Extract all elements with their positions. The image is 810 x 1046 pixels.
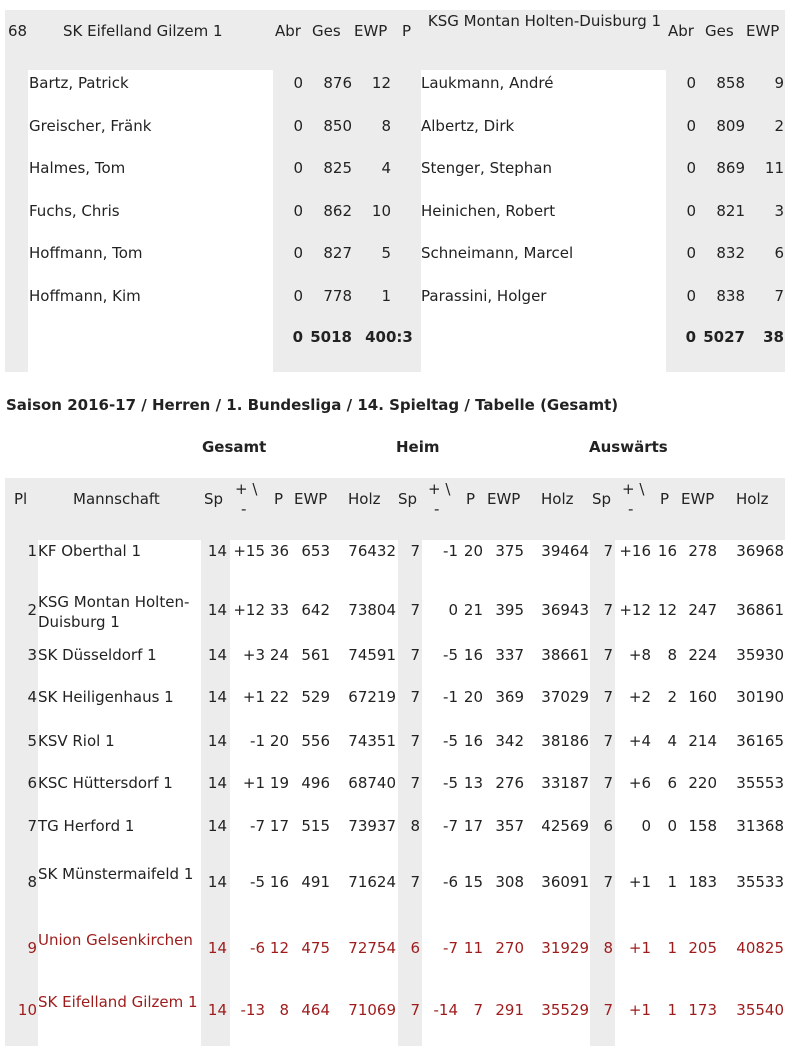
row-auswaerts-plusminus: +8 bbox=[628, 646, 651, 664]
row-gesamt-p: 24 bbox=[269, 646, 289, 664]
row-gesamt-sp: 14 bbox=[207, 817, 227, 835]
row-heim-plusminus: -6 bbox=[443, 873, 458, 891]
row-heim-holz: 37029 bbox=[541, 688, 589, 706]
home-player-abr: 0 bbox=[293, 201, 303, 220]
row-heim-plusminus: -7 bbox=[443, 817, 458, 835]
row-gesamt-ewp: 556 bbox=[301, 732, 330, 750]
row-heim-holz: 36943 bbox=[541, 601, 589, 619]
row-auswaerts-ewp: 183 bbox=[688, 873, 717, 891]
row-auswaerts-ewp: 173 bbox=[688, 1001, 717, 1019]
home-player-ewp: 8 bbox=[381, 116, 391, 135]
home-player-name: Hoffmann, Kim bbox=[29, 287, 141, 305]
row-auswaerts-holz: 35930 bbox=[736, 646, 784, 664]
row-gesamt-sp: 14 bbox=[207, 873, 227, 891]
row-auswaerts-p: 8 bbox=[667, 646, 677, 664]
row-gesamt-ewp: 515 bbox=[301, 817, 330, 835]
row-gesamt-holz: 73937 bbox=[348, 817, 396, 835]
row-heim-plusminus: 0 bbox=[448, 601, 458, 619]
home-team-name: SK Eifelland Gilzem 1 bbox=[63, 22, 223, 40]
header-plusminus-bottom-auswaerts: - bbox=[628, 500, 634, 518]
row-auswaerts-plusminus: +12 bbox=[619, 601, 651, 619]
header-sp-gesamt: Sp bbox=[204, 490, 224, 508]
row-heim-p: 21 bbox=[463, 601, 483, 619]
row-heim-sp: 7 bbox=[410, 601, 420, 619]
row-gesamt-sp: 14 bbox=[207, 601, 227, 619]
header-sp-auswaerts: Sp bbox=[592, 490, 612, 508]
home-player-abr: 0 bbox=[293, 116, 303, 135]
row-auswaerts-p: 1 bbox=[667, 1001, 677, 1019]
row-place: 9 bbox=[27, 939, 37, 957]
row-heim-p: 16 bbox=[463, 646, 483, 664]
row-heim-sp: 7 bbox=[410, 732, 420, 750]
row-heim-ewp: 375 bbox=[495, 542, 524, 560]
away-total-ewp: 38 bbox=[763, 328, 784, 346]
away-team-name: KSG Montan Holten-Duisburg 1 bbox=[427, 12, 662, 30]
home-player-ges: 825 bbox=[323, 159, 352, 178]
row-place: 8 bbox=[27, 873, 37, 891]
row-heim-holz: 42569 bbox=[541, 817, 589, 835]
row-gesamt-plusminus: +1 bbox=[242, 774, 265, 792]
away-player-ges: 869 bbox=[716, 159, 745, 178]
row-auswaerts-sp: 7 bbox=[603, 873, 613, 891]
row-heim-holz: 31929 bbox=[541, 939, 589, 957]
row-gesamt-plusminus: -6 bbox=[250, 939, 265, 957]
row-auswaerts-sp: 7 bbox=[603, 542, 613, 560]
row-auswaerts-holz: 35533 bbox=[736, 873, 784, 891]
home-player-name: Greischer, Fränk bbox=[29, 116, 152, 135]
header-ges-home: Ges bbox=[312, 22, 341, 40]
home-player-abr: 0 bbox=[293, 244, 303, 263]
away-player-ges: 809 bbox=[716, 116, 745, 135]
row-auswaerts-p: 2 bbox=[667, 688, 677, 706]
header-p-gesamt: P bbox=[274, 490, 284, 508]
row-auswaerts-p: 16 bbox=[657, 542, 677, 560]
row-heim-plusminus: -5 bbox=[443, 646, 458, 664]
away-player-ewp: 6 bbox=[774, 244, 784, 263]
header-abr-home: Abr bbox=[275, 22, 301, 40]
header-sp-heim: Sp bbox=[398, 490, 418, 508]
row-heim-p: 20 bbox=[463, 688, 483, 706]
home-player-name: Bartz, Patrick bbox=[29, 74, 129, 92]
row-auswaerts-sp: 7 bbox=[603, 732, 613, 750]
row-place: 5 bbox=[27, 732, 37, 750]
row-gesamt-plusminus: +3 bbox=[242, 646, 265, 664]
row-heim-holz: 38186 bbox=[541, 732, 589, 750]
row-heim-holz: 38661 bbox=[541, 646, 589, 664]
home-player-ewp: 10 bbox=[371, 201, 391, 220]
header-mannschaft: Mannschaft bbox=[73, 490, 160, 508]
row-gesamt-ewp: 529 bbox=[301, 688, 330, 706]
row-auswaerts-plusminus: +4 bbox=[628, 732, 651, 750]
home-player-abr: 0 bbox=[293, 159, 303, 178]
header-plusminus-bottom-heim: - bbox=[434, 500, 440, 518]
row-heim-ewp: 342 bbox=[495, 732, 524, 750]
row-gesamt-plusminus: +1 bbox=[242, 688, 265, 706]
home-player-ges: 850 bbox=[323, 116, 352, 135]
row-auswaerts-holz: 36165 bbox=[736, 732, 784, 750]
row-auswaerts-ewp: 220 bbox=[688, 774, 717, 792]
row-gesamt-p: 36 bbox=[269, 542, 289, 560]
home-player-ewp: 1 bbox=[381, 287, 391, 305]
row-team-name: TG Herford 1 bbox=[38, 817, 135, 835]
header-ges-away: Ges bbox=[705, 22, 734, 40]
row-heim-holz: 39464 bbox=[541, 542, 589, 560]
row-gesamt-holz: 73804 bbox=[348, 601, 396, 619]
row-gesamt-holz: 71069 bbox=[348, 1001, 396, 1019]
row-gesamt-holz: 72754 bbox=[348, 939, 396, 957]
home-player-name: Hoffmann, Tom bbox=[29, 244, 143, 263]
row-auswaerts-plusminus: +1 bbox=[628, 1001, 651, 1019]
row-heim-holz: 33187 bbox=[541, 774, 589, 792]
away-player-ges: 832 bbox=[716, 244, 745, 263]
row-heim-plusminus: -5 bbox=[443, 774, 458, 792]
home-player-ges: 862 bbox=[323, 201, 352, 220]
row-heim-sp: 7 bbox=[410, 774, 420, 792]
home-player-ewp: 4 bbox=[381, 159, 391, 178]
row-gesamt-holz: 67219 bbox=[348, 688, 396, 706]
row-auswaerts-p: 1 bbox=[667, 939, 677, 957]
row-place: 7 bbox=[27, 817, 37, 835]
away-player-ges: 821 bbox=[716, 201, 745, 220]
away-player-ges: 858 bbox=[716, 74, 745, 92]
header-plusminus-top-heim: + \ bbox=[428, 480, 451, 498]
row-gesamt-sp: 14 bbox=[207, 688, 227, 706]
row-gesamt-ewp: 496 bbox=[301, 774, 330, 792]
row-gesamt-sp: 14 bbox=[207, 732, 227, 750]
row-auswaerts-sp: 8 bbox=[603, 939, 613, 957]
row-heim-p: 16 bbox=[463, 732, 483, 750]
row-heim-ewp: 395 bbox=[495, 601, 524, 619]
row-auswaerts-plusminus: +16 bbox=[619, 542, 651, 560]
row-heim-p: 7 bbox=[473, 1001, 483, 1019]
row-auswaerts-holz: 40825 bbox=[736, 939, 784, 957]
season-title: Saison 2016-17 / Herren / 1. Bundesliga / 14. Spieltag / Tabelle (Gesamt) bbox=[6, 396, 619, 414]
home-total-abr: 0 bbox=[292, 328, 303, 346]
row-heim-p: 15 bbox=[463, 873, 483, 891]
row-gesamt-p: 17 bbox=[269, 817, 289, 835]
row-heim-sp: 8 bbox=[410, 817, 420, 835]
away-player-name: Albertz, Dirk bbox=[421, 116, 515, 135]
home-player-ges: 876 bbox=[323, 74, 352, 92]
row-gesamt-plusminus: -1 bbox=[250, 732, 265, 750]
row-auswaerts-sp: 7 bbox=[603, 688, 613, 706]
row-gesamt-p: 8 bbox=[279, 1001, 289, 1019]
home-player-ewp: 12 bbox=[371, 74, 391, 92]
header-ewp-away: EWP bbox=[746, 22, 780, 40]
match-left-col-bg bbox=[5, 70, 28, 372]
row-place: 3 bbox=[27, 646, 37, 664]
home-player-ewp: 5 bbox=[381, 244, 391, 263]
row-auswaerts-plusminus: 0 bbox=[641, 817, 651, 835]
row-heim-p: 13 bbox=[463, 774, 483, 792]
standings-header-bg bbox=[5, 478, 785, 540]
row-auswaerts-ewp: 224 bbox=[688, 646, 717, 664]
row-gesamt-sp: 14 bbox=[207, 774, 227, 792]
match-total-points: 0:3 bbox=[386, 328, 413, 346]
away-player-ewp: 7 bbox=[774, 287, 784, 305]
row-gesamt-plusminus: +15 bbox=[233, 542, 265, 560]
away-player-name: Parassini, Holger bbox=[421, 287, 547, 305]
row-heim-holz: 35529 bbox=[541, 1001, 589, 1019]
row-gesamt-p: 20 bbox=[269, 732, 289, 750]
row-team-name: KF Oberthal 1 bbox=[38, 542, 142, 560]
away-player-ewp: 11 bbox=[764, 159, 784, 178]
row-auswaerts-holz: 30190 bbox=[736, 688, 784, 706]
row-heim-plusminus: -1 bbox=[443, 542, 458, 560]
row-gesamt-ewp: 653 bbox=[301, 542, 330, 560]
row-auswaerts-plusminus: +2 bbox=[628, 688, 651, 706]
home-player-ges: 778 bbox=[323, 287, 352, 305]
row-auswaerts-p: 6 bbox=[667, 774, 677, 792]
row-gesamt-holz: 74591 bbox=[348, 646, 396, 664]
row-auswaerts-ewp: 247 bbox=[688, 601, 717, 619]
header-p-heim: P bbox=[466, 490, 476, 508]
header-plusminus-top-auswaerts: + \ bbox=[622, 480, 645, 498]
row-heim-ewp: 276 bbox=[495, 774, 524, 792]
row-gesamt-sp: 14 bbox=[207, 1001, 227, 1019]
row-gesamt-holz: 71624 bbox=[348, 873, 396, 891]
row-auswaerts-p: 4 bbox=[667, 732, 677, 750]
row-heim-plusminus: -1 bbox=[443, 688, 458, 706]
row-auswaerts-sp: 7 bbox=[603, 601, 613, 619]
row-heim-ewp: 270 bbox=[495, 939, 524, 957]
away-player-ewp: 3 bbox=[774, 201, 784, 220]
header-ewp-heim: EWP bbox=[487, 490, 521, 508]
away-player-ewp: 2 bbox=[774, 116, 784, 135]
row-place: 6 bbox=[27, 774, 37, 792]
home-total-ges: 5018 bbox=[310, 328, 352, 346]
row-auswaerts-sp: 6 bbox=[603, 817, 613, 835]
header-abr-away: Abr bbox=[668, 22, 694, 40]
header-p-auswaerts: P bbox=[660, 490, 670, 508]
match-home-stats-bg bbox=[273, 70, 421, 372]
row-team-name: KSC Hüttersdorf 1 bbox=[38, 774, 173, 792]
away-player-abr: 0 bbox=[686, 287, 696, 305]
row-place: 4 bbox=[27, 688, 37, 706]
row-gesamt-p: 19 bbox=[269, 774, 289, 792]
row-heim-sp: 7 bbox=[410, 542, 420, 560]
header-p: P bbox=[402, 22, 412, 40]
row-auswaerts-ewp: 205 bbox=[688, 939, 717, 957]
header-pl: Pl bbox=[14, 490, 28, 508]
row-heim-holz: 36091 bbox=[541, 873, 589, 891]
row-gesamt-sp: 14 bbox=[207, 542, 227, 560]
group-header-gesamt: Gesamt bbox=[202, 438, 267, 456]
row-heim-sp: 7 bbox=[410, 688, 420, 706]
row-auswaerts-ewp: 214 bbox=[688, 732, 717, 750]
row-auswaerts-holz: 31368 bbox=[736, 817, 784, 835]
row-auswaerts-sp: 7 bbox=[603, 1001, 613, 1019]
row-gesamt-p: 16 bbox=[269, 873, 289, 891]
row-heim-ewp: 337 bbox=[495, 646, 524, 664]
row-heim-sp: 7 bbox=[410, 873, 420, 891]
row-team-name: SK Düsseldorf 1 bbox=[38, 646, 157, 664]
row-heim-plusminus: -14 bbox=[433, 1001, 458, 1019]
row-gesamt-holz: 74351 bbox=[348, 732, 396, 750]
row-gesamt-plusminus: -13 bbox=[240, 1001, 265, 1019]
away-player-abr: 0 bbox=[686, 116, 696, 135]
away-player-ges: 838 bbox=[716, 287, 745, 305]
row-heim-ewp: 369 bbox=[495, 688, 524, 706]
match-header-bg bbox=[5, 10, 785, 70]
home-player-name: Fuchs, Chris bbox=[29, 201, 120, 220]
row-heim-sp: 6 bbox=[410, 939, 420, 957]
row-team-name: KSV Riol 1 bbox=[38, 732, 115, 750]
row-auswaerts-holz: 35540 bbox=[736, 1001, 784, 1019]
row-heim-sp: 7 bbox=[410, 1001, 420, 1019]
home-player-abr: 0 bbox=[293, 287, 303, 305]
header-plusminus-top-gesamt: + \ bbox=[235, 480, 258, 498]
row-gesamt-ewp: 464 bbox=[301, 1001, 330, 1019]
header-holz-gesamt: Holz bbox=[348, 490, 381, 508]
row-gesamt-p: 33 bbox=[269, 601, 289, 619]
row-heim-p: 11 bbox=[463, 939, 483, 957]
row-gesamt-plusminus: -7 bbox=[250, 817, 265, 835]
group-header-heim: Heim bbox=[396, 438, 440, 456]
row-gesamt-p: 22 bbox=[269, 688, 289, 706]
home-total-ewp: 40 bbox=[365, 328, 386, 346]
row-auswaerts-holz: 36968 bbox=[736, 542, 784, 560]
home-player-ges: 827 bbox=[323, 244, 352, 263]
row-place: 1 bbox=[27, 542, 37, 560]
row-auswaerts-plusminus: +1 bbox=[628, 873, 651, 891]
away-player-abr: 0 bbox=[686, 74, 696, 92]
row-team-name: Union Gelsenkirchen bbox=[38, 931, 193, 949]
row-team-name: KSG Montan Holten-Duisburg 1 bbox=[38, 593, 190, 631]
row-gesamt-holz: 76432 bbox=[348, 542, 396, 560]
row-gesamt-holz: 68740 bbox=[348, 774, 396, 792]
away-player-abr: 0 bbox=[686, 159, 696, 178]
row-place: 2 bbox=[27, 601, 37, 619]
away-total-ges: 5027 bbox=[703, 328, 745, 346]
row-heim-ewp: 357 bbox=[495, 817, 524, 835]
row-auswaerts-ewp: 278 bbox=[688, 542, 717, 560]
row-gesamt-plusminus: +12 bbox=[233, 601, 265, 619]
away-player-name: Stenger, Stephan bbox=[421, 159, 552, 178]
row-auswaerts-sp: 7 bbox=[603, 774, 613, 792]
row-auswaerts-p: 12 bbox=[657, 601, 677, 619]
row-gesamt-p: 12 bbox=[269, 939, 289, 957]
header-plusminus-bottom-gesamt: - bbox=[241, 500, 247, 518]
row-auswaerts-p: 1 bbox=[667, 873, 677, 891]
header-holz-heim: Holz bbox=[541, 490, 574, 508]
away-player-abr: 0 bbox=[686, 244, 696, 263]
header-ewp-home: EWP bbox=[354, 22, 388, 40]
row-gesamt-ewp: 642 bbox=[301, 601, 330, 619]
row-auswaerts-plusminus: +1 bbox=[628, 939, 651, 957]
row-heim-p: 20 bbox=[463, 542, 483, 560]
row-heim-p: 17 bbox=[463, 817, 483, 835]
row-team-name: SK Münstermaifeld 1 bbox=[38, 865, 194, 883]
row-team-name: SK Heiligenhaus 1 bbox=[38, 688, 174, 706]
away-player-ewp: 9 bbox=[774, 74, 784, 92]
home-player-abr: 0 bbox=[293, 74, 303, 92]
row-heim-plusminus: -7 bbox=[443, 939, 458, 957]
row-heim-ewp: 291 bbox=[495, 1001, 524, 1019]
away-player-name: Laukmann, André bbox=[421, 74, 554, 92]
home-player-name: Halmes, Tom bbox=[29, 159, 126, 178]
row-team-name: SK Eifelland Gilzem 1 bbox=[38, 993, 198, 1011]
away-player-name: Schneimann, Marcel bbox=[421, 244, 574, 263]
group-header-auswaerts: Auswärts bbox=[589, 438, 668, 456]
away-player-abr: 0 bbox=[686, 201, 696, 220]
row-auswaerts-ewp: 160 bbox=[688, 688, 717, 706]
row-gesamt-ewp: 561 bbox=[301, 646, 330, 664]
match-away-stats-bg bbox=[666, 70, 785, 372]
row-auswaerts-holz: 36861 bbox=[736, 601, 784, 619]
header-ewp-auswaerts: EWP bbox=[681, 490, 715, 508]
row-gesamt-ewp: 475 bbox=[301, 939, 330, 957]
away-total-abr: 0 bbox=[685, 328, 696, 346]
row-heim-plusminus: -5 bbox=[443, 732, 458, 750]
row-gesamt-sp: 14 bbox=[207, 939, 227, 957]
row-gesamt-plusminus: -5 bbox=[250, 873, 265, 891]
row-place: 10 bbox=[17, 1001, 37, 1019]
row-gesamt-sp: 14 bbox=[207, 646, 227, 664]
header-holz-auswaerts: Holz bbox=[736, 490, 769, 508]
row-heim-sp: 7 bbox=[410, 646, 420, 664]
row-auswaerts-ewp: 158 bbox=[688, 817, 717, 835]
row-gesamt-ewp: 491 bbox=[301, 873, 330, 891]
row-auswaerts-p: 0 bbox=[667, 817, 677, 835]
row-auswaerts-sp: 7 bbox=[603, 646, 613, 664]
row-heim-ewp: 308 bbox=[495, 873, 524, 891]
away-player-name: Heinichen, Robert bbox=[421, 201, 556, 220]
header-ewp-gesamt: EWP bbox=[294, 490, 328, 508]
row-auswaerts-plusminus: +6 bbox=[628, 774, 651, 792]
row-auswaerts-holz: 35553 bbox=[736, 774, 784, 792]
match-number: 68 bbox=[8, 22, 28, 40]
